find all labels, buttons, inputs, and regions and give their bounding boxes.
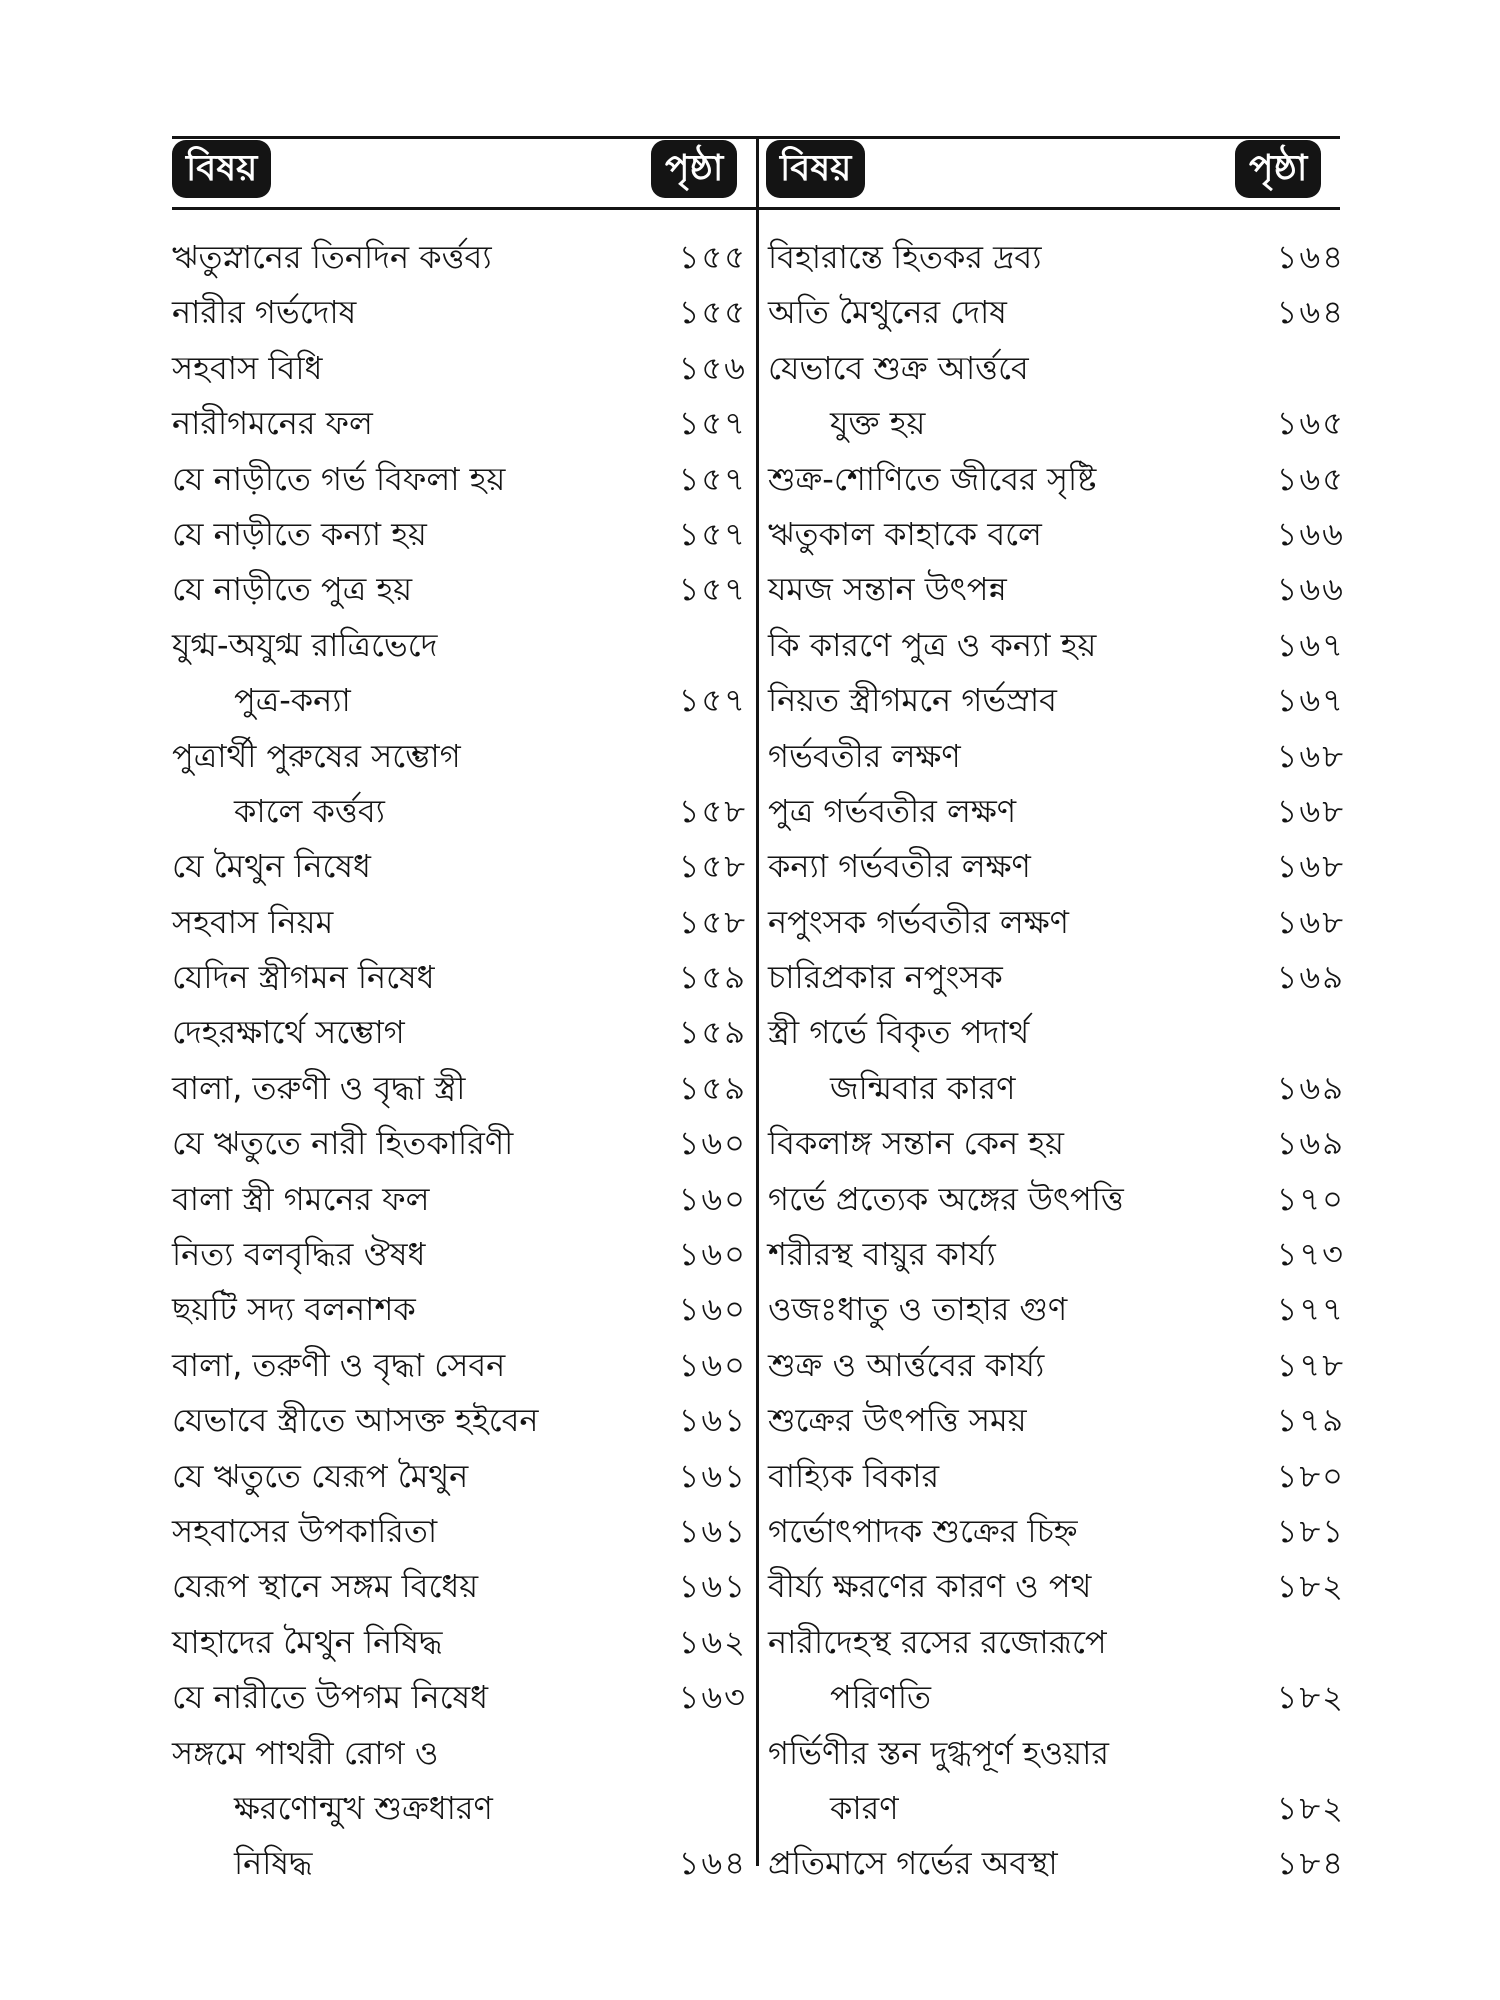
toc-entry <box>172 1670 747 1725</box>
entry-page-number: ১৬০ <box>678 1345 747 1384</box>
entry-page-number: ১৬৪ <box>1276 293 1345 332</box>
toc-entry <box>172 673 747 728</box>
entry-page-number: ১৫৯ <box>678 958 747 997</box>
entry-page-number: ১৫৫ <box>678 238 747 276</box>
entry-title: ছয়টি সদ্য বলনাশক <box>172 1290 416 1329</box>
toc-entry <box>768 1172 1343 1227</box>
entry-title: গর্ভে প্রত্যেক অঙ্গের উৎপত্তি <box>768 1179 1124 1218</box>
entry-title: পরিণতি <box>830 1678 931 1717</box>
entry-page-number: ১৫৫ <box>678 293 747 332</box>
entry-page-number: ১৫৮ <box>678 791 747 830</box>
entry-title: যেভাবে শুক্র আর্ত্তবে <box>768 348 1029 387</box>
entry-title: বাহ্যিক বিকার <box>768 1456 940 1495</box>
entry-title: গর্ভিণীর স্তন দুগ্ধপূর্ণ হওয়ার <box>768 1733 1110 1772</box>
toc-entry <box>172 1393 747 1448</box>
toc-entry <box>768 341 1343 396</box>
entry-title: শরীরস্থ বায়ুর কার্য্য <box>768 1235 996 1274</box>
entry-page-number: ১৬৮ <box>1276 791 1345 830</box>
entry-page-number: ১৮২ <box>1276 1678 1345 1717</box>
entry-page-number: ১৫৬ <box>678 348 747 387</box>
entry-title: নিত্য বলবৃদ্ধির ঔষধ <box>172 1235 426 1274</box>
left-subject-header: বিষয় <box>172 140 271 198</box>
toc-entry <box>172 729 747 784</box>
entry-title: নারীর গর্ভদোষ <box>172 293 357 332</box>
entry-page-number: ১৭৭ <box>1276 1290 1345 1329</box>
entry-title: শুক্র-শোণিতে জীবের সৃষ্টি <box>768 459 1097 498</box>
toc-entry <box>172 839 747 894</box>
entry-page-number: ১৬৯ <box>1276 1124 1345 1163</box>
toc-entry <box>768 1670 1343 1725</box>
entry-page-number: ১৬১ <box>678 1456 747 1495</box>
toc-entry <box>768 452 1343 507</box>
entry-title: কি কারণে পুত্র ও কন্যা হয় <box>768 625 1097 664</box>
entry-page-number: ১৫৯ <box>678 1013 747 1052</box>
entry-page-number: ১৫৭ <box>678 404 747 443</box>
toc-entry <box>172 341 747 396</box>
table-of-contents <box>172 128 1345 1883</box>
entry-title: নপুংসক গর্ভবতীর লক্ষণ <box>768 902 1069 941</box>
entry-page-number: ১৬৪ <box>1276 238 1345 276</box>
entry-page-number: ১৬৮ <box>1276 847 1345 886</box>
entry-title: শুক্র ও আর্ত্তবের কার্য্য <box>768 1345 1045 1384</box>
entry-title: ঋতুস্নানের তিনদিন কর্ত্তব্য <box>172 238 492 276</box>
toc-entry <box>768 1781 1343 1836</box>
entry-page-number: ১৬৯ <box>1276 1068 1345 1107</box>
entry-title: কন্যা গর্ভবতীর লক্ষণ <box>768 847 1031 886</box>
entry-page-number: ১৬৮ <box>1276 736 1345 775</box>
toc-entry <box>172 1172 747 1227</box>
entry-title: বীর্য্য ক্ষরণের কারণ ও পথ <box>768 1567 1092 1606</box>
toc-entry <box>768 230 1343 285</box>
entry-page-number: ১৮২ <box>1276 1788 1345 1827</box>
toc-entry <box>172 1726 747 1781</box>
entry-title: যাহাদের মৈথুন নিষিদ্ধ <box>172 1622 443 1661</box>
entry-title: যেরূপ স্থানে সঙ্গম বিধেয় <box>172 1567 479 1606</box>
toc-entry <box>172 285 747 340</box>
toc-entry <box>768 562 1343 617</box>
entry-title: সহবাস বিধি <box>172 348 323 387</box>
toc-entry <box>172 1559 747 1614</box>
entry-title: শুক্রের উৎপত্তি সময় <box>768 1401 1027 1440</box>
entry-title: সহবাসের উপকারিতা <box>172 1511 438 1550</box>
toc-entry <box>768 285 1343 340</box>
toc-entry <box>172 396 747 451</box>
entry-title: বালা স্ত্রী গমনের ফল <box>172 1179 430 1218</box>
entry-page-number: ১৭০ <box>1276 1179 1345 1218</box>
toc-entry <box>768 1726 1343 1781</box>
entry-title: যে নারীতে উপগম নিষেধ <box>172 1678 489 1717</box>
entry-title: ক্ষরণোন্মুখ শুক্রধারণ <box>234 1788 493 1827</box>
right-subject-header: বিষয় <box>766 140 865 198</box>
toc-entry <box>768 1615 1343 1670</box>
entry-title: যে নাড়ীতে গর্ভ বিফলা হয় <box>172 459 506 498</box>
entry-page-number: ১৫৯ <box>678 1068 747 1107</box>
toc-entry <box>768 1338 1343 1393</box>
entry-title: পুত্র গর্ভবতীর লক্ষণ <box>768 791 1017 830</box>
toc-entry <box>172 1504 747 1559</box>
entry-title: পুত্রার্থী পুরুষের সম্ভোগ <box>172 736 461 775</box>
left-column-list <box>172 230 747 1892</box>
entry-page-number: ১৮৪ <box>1276 1844 1345 1883</box>
entry-title: সহবাস নিয়ম <box>172 902 334 941</box>
toc-entry <box>768 1282 1343 1337</box>
entry-title: যে নাড়ীতে কন্যা হয় <box>172 514 427 553</box>
entry-page-number: ১৮০ <box>1276 1456 1345 1495</box>
entry-title: যেদিন স্ত্রীগমন নিষেধ <box>172 958 435 997</box>
entry-page-number: ১৫৮ <box>678 847 747 886</box>
entry-page-number: ১৬৭ <box>1276 625 1345 664</box>
entry-page-number: ১৮২ <box>1276 1567 1345 1606</box>
entry-page-number: ১৬২ <box>678 1622 747 1661</box>
entry-title: নিষিদ্ধ <box>234 1844 313 1883</box>
entry-page-number: ১৫৭ <box>678 570 747 609</box>
entry-title: জন্মিবার কারণ <box>830 1068 1016 1107</box>
entry-title: গর্ভবতীর লক্ষণ <box>768 736 961 775</box>
column-divider <box>756 138 759 1866</box>
toc-entry <box>172 1282 747 1337</box>
toc-entry <box>768 396 1343 451</box>
entry-title: বিকলাঙ্গ সন্তান কেন হয় <box>768 1124 1064 1163</box>
toc-entry <box>768 950 1343 1005</box>
entry-title: চারিপ্রকার নপুংসক <box>768 958 1003 997</box>
toc-entry <box>172 1615 747 1670</box>
entry-page-number: ১৮১ <box>1276 1511 1345 1550</box>
entry-page-number: ১৬০ <box>678 1290 747 1329</box>
toc-entry <box>172 618 747 673</box>
toc-entry <box>768 1836 1343 1891</box>
toc-entry <box>768 1005 1343 1060</box>
toc-entry <box>768 1449 1343 1504</box>
toc-entry <box>172 1227 747 1282</box>
toc-entry <box>172 1005 747 1060</box>
entry-title: যমজ সন্তান উৎপন্ন <box>768 570 1007 609</box>
entry-page-number: ১৬১ <box>678 1567 747 1606</box>
toc-entry <box>768 618 1343 673</box>
entry-page-number: ১৬১ <box>678 1401 747 1440</box>
entry-page-number: ১৭৮ <box>1276 1345 1345 1384</box>
toc-entry <box>172 230 747 285</box>
entry-page-number: ১৬১ <box>678 1511 747 1550</box>
entry-title: দেহরক্ষার্থে সম্ভোগ <box>172 1013 405 1052</box>
entry-title: যে নাড়ীতে পুত্র হয় <box>172 570 413 609</box>
entry-page-number: ১৫৭ <box>678 514 747 553</box>
entry-title: গর্ভোৎপাদক শুক্রের চিহ্ন <box>768 1511 1078 1550</box>
entry-page-number: ১৬৭ <box>1276 681 1345 720</box>
entry-title: যে ঋতুতে যেরূপ মৈথুন <box>172 1456 469 1495</box>
entry-title: স্ত্রী গর্ভে বিকৃত পদার্থ <box>768 1013 1030 1052</box>
entry-page-number: ১৫৮ <box>678 902 747 941</box>
entry-title: ঋতুকাল কাহাকে বলে <box>768 514 1042 553</box>
toc-entry <box>768 507 1343 562</box>
entry-title: বালা, তরুণী ও বৃদ্ধা সেবন <box>172 1345 506 1384</box>
entry-page-number: ১৫৭ <box>678 459 747 498</box>
toc-entry <box>172 1449 747 1504</box>
entry-page-number: ১৬৩ <box>678 1678 747 1717</box>
entry-title: প্রতিমাসে গর্ভের অবস্থা <box>768 1844 1058 1883</box>
toc-entry <box>768 1393 1343 1448</box>
entry-title: কালে কর্ত্তব্য <box>234 791 385 830</box>
entry-title: পুত্র-কন্যা <box>234 681 351 720</box>
entry-page-number: ১৬৮ <box>1276 902 1345 941</box>
toc-entry <box>768 895 1343 950</box>
toc-entry <box>172 507 747 562</box>
entry-page-number: ১৭৯ <box>1276 1401 1345 1440</box>
entry-page-number: ১৭৩ <box>1276 1235 1345 1274</box>
toc-entry <box>768 1227 1343 1282</box>
toc-entry <box>768 1559 1343 1614</box>
toc-entry <box>768 1504 1343 1559</box>
toc-entry <box>768 784 1343 839</box>
toc-entry <box>172 1061 747 1116</box>
entry-page-number: ১৬৯ <box>1276 958 1345 997</box>
entry-page-number: ১৬৬ <box>1276 570 1345 609</box>
entry-title: বালা, তরুণী ও বৃদ্ধা স্ত্রী <box>172 1068 466 1107</box>
toc-entry <box>172 950 747 1005</box>
entry-page-number: ১৬০ <box>678 1124 747 1163</box>
entry-title: যুক্ত হয় <box>830 404 926 443</box>
right-page-header: পৃষ্ঠা <box>1235 140 1321 198</box>
toc-entry <box>172 562 747 617</box>
entry-title: যে ঋতুতে নারী হিতকারিণী <box>172 1124 514 1163</box>
entry-page-number: ১৬৪ <box>678 1844 747 1883</box>
entry-title: ওজঃধাতু ও তাহার গুণ <box>768 1290 1068 1329</box>
entry-title: নিয়ত স্ত্রীগমনে গর্ভস্রাব <box>768 681 1057 720</box>
entry-page-number: ১৬০ <box>678 1179 747 1218</box>
toc-entry <box>172 1116 747 1171</box>
entry-title: নারীগমনের ফল <box>172 404 373 443</box>
entry-title: যেভাবে স্ত্রীতে আসক্ত হইবেন <box>172 1401 539 1440</box>
toc-entry <box>172 1781 747 1836</box>
toc-entry <box>768 839 1343 894</box>
toc-entry <box>172 1836 747 1891</box>
toc-entry <box>768 1061 1343 1116</box>
toc-entry <box>768 673 1343 728</box>
toc-entry <box>768 1116 1343 1171</box>
entry-page-number: ১৬০ <box>678 1235 747 1274</box>
toc-entry <box>172 784 747 839</box>
toc-entry <box>768 729 1343 784</box>
toc-entry <box>172 1338 747 1393</box>
entry-title: নারীদেহস্থ রসের রজোরূপে <box>768 1622 1107 1661</box>
entry-title: যে মৈথুন নিষেধ <box>172 847 371 886</box>
entry-page-number: ১৬৬ <box>1276 514 1345 553</box>
entry-page-number: ১৬৫ <box>1276 459 1345 498</box>
entry-title: যুগ্ম-অযুগ্ম রাত্রিভেদে <box>172 625 438 664</box>
entry-title: সঙ্গমে পাথরী রোগ ও <box>172 1733 439 1772</box>
toc-entry <box>172 452 747 507</box>
entry-title: বিহারান্তে হিতকর দ্রব্য <box>768 238 1042 276</box>
entry-page-number: ১৫৭ <box>678 681 747 720</box>
entry-page-number: ১৬৫ <box>1276 404 1345 443</box>
toc-entry <box>172 895 747 950</box>
entry-title: কারণ <box>830 1788 899 1827</box>
entry-title: অতি মৈথুনের দোষ <box>768 293 1007 332</box>
left-page-header: পৃষ্ঠা <box>651 140 737 198</box>
right-column-list <box>768 230 1343 1892</box>
